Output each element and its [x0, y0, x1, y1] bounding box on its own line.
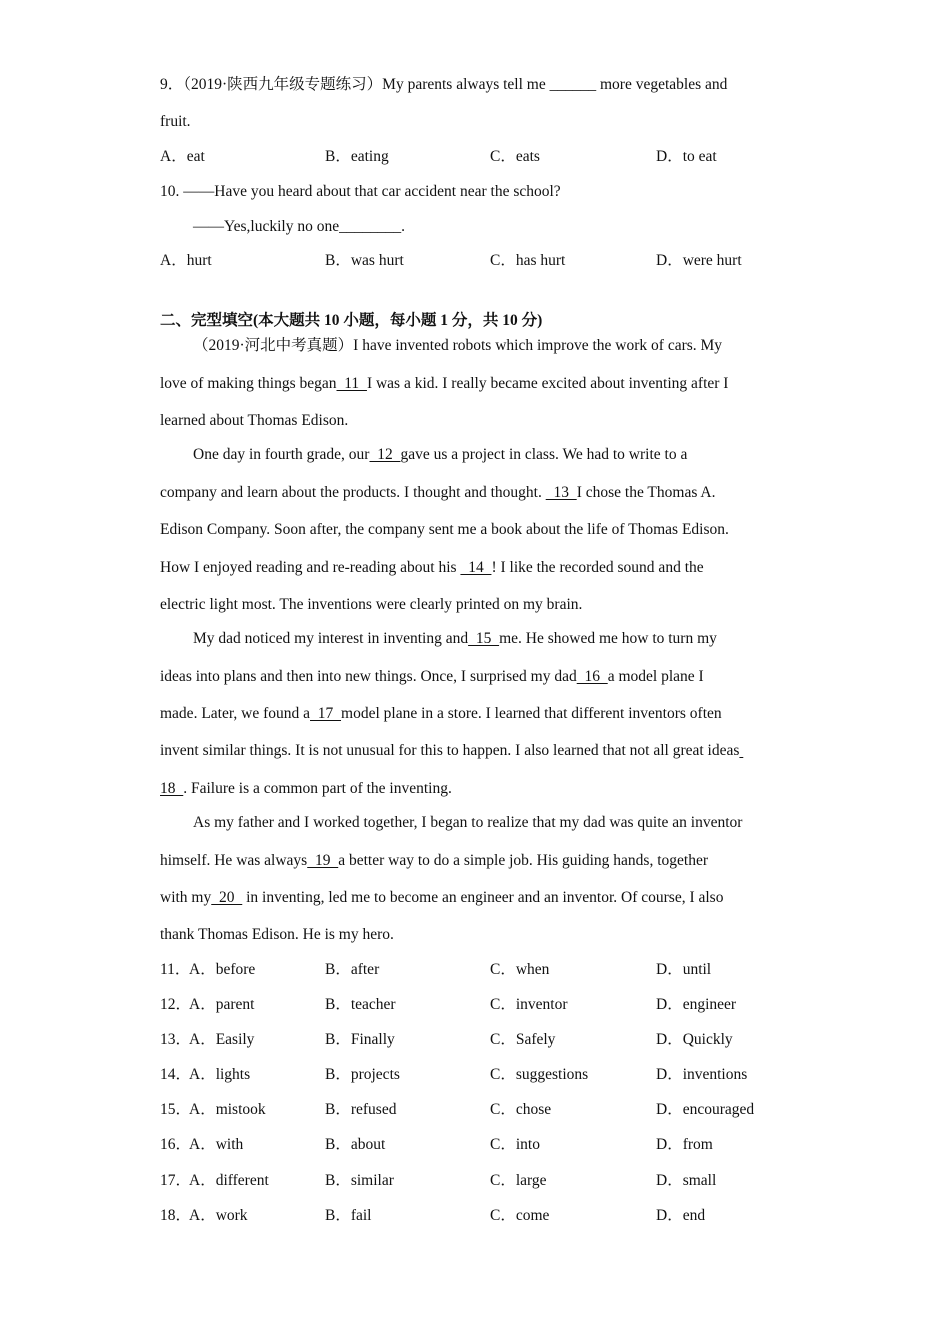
passage-line: [160, 741, 743, 761]
passage-line: [193, 629, 717, 649]
question-number: 14．: [160, 1066, 192, 1083]
question-number: 18．: [160, 1207, 192, 1224]
blank: 17: [310, 705, 342, 722]
passage-text: gave us a project in class. We had to write to a: [400, 446, 688, 463]
option-b: B．projects: [325, 1066, 400, 1083]
option-d: D．until: [656, 961, 712, 978]
q10-option-a: A．hurt: [160, 252, 212, 269]
blank: [739, 742, 743, 759]
passage-text: ! I like the recorded sound and the: [491, 559, 704, 576]
passage-text: made. Later, we found a: [160, 705, 311, 722]
option-b: B．about: [325, 1136, 386, 1153]
q9-option-c: C．eats: [490, 148, 540, 165]
passage-text: a model plane I: [607, 668, 704, 685]
passage-line: [160, 925, 394, 945]
q10-option-d: D．were hurt: [656, 252, 742, 269]
q9-option-b: B．eating: [325, 148, 389, 165]
question-number: 15．: [160, 1101, 192, 1118]
option-a: A．mistook: [189, 1101, 266, 1118]
blank: 13: [545, 484, 577, 501]
question-number: 16．: [160, 1136, 192, 1153]
passage-text: Edison Company. Soon after, the company sent me a book about the life of Thomas Edison.: [160, 521, 729, 538]
question-10-reply: ——Yes,luckily no one________.: [193, 218, 405, 235]
question-number: 12．: [160, 996, 192, 1013]
passage-text: thank Thomas Edison. He is my hero.: [160, 926, 394, 943]
passage-text: himself. He was always: [160, 852, 308, 869]
passage-line: [160, 595, 582, 615]
option-c: C．large: [490, 1172, 547, 1189]
option-d: D．small: [656, 1172, 717, 1189]
question-10-stem: 10. ——Have you heard about that car accident near the school?: [160, 183, 561, 200]
option-a: A．Easily: [189, 1031, 255, 1048]
passage-text: My dad noticed my interest in inventing and: [193, 630, 469, 647]
passage-line: [160, 374, 728, 394]
blank: 19: [307, 852, 339, 869]
option-c: C．chose: [490, 1101, 552, 1118]
passage-line: [193, 445, 687, 465]
passage-text: a better way to do a simple job. His guiding hands, together: [338, 852, 708, 869]
question-number: 11．: [160, 961, 191, 978]
option-d: D．end: [656, 1207, 706, 1224]
question-9-stem-cont: fruit.: [160, 113, 191, 130]
option-c: C．Safely: [490, 1031, 556, 1048]
passage-line: [160, 411, 348, 431]
option-b: B．fail: [325, 1207, 372, 1224]
passage-text: ideas into plans and then into new things. Once, I surprised my dad: [160, 668, 577, 685]
option-d: D．encouraged: [656, 1101, 755, 1118]
option-a: A．lights: [189, 1066, 251, 1083]
question-number: 17．: [160, 1172, 192, 1189]
passage-text: How I enjoyed reading and re-reading about his: [160, 559, 461, 576]
option-a: A．before: [189, 961, 256, 978]
option-d: D．Quickly: [656, 1031, 733, 1048]
passage-text: electric light most. The inventions were clearly printed on my brain.: [160, 596, 583, 613]
passage-line: [193, 336, 722, 356]
passage-line: [160, 483, 715, 503]
blank: 15: [468, 630, 500, 647]
option-b: B．similar: [325, 1172, 394, 1189]
passage-line: [160, 704, 722, 724]
passage-text: As my father and I worked together, I began to realize that my dad was quite an inventor: [193, 814, 743, 831]
option-b: B．refused: [325, 1101, 397, 1118]
option-d: D．engineer: [656, 996, 737, 1013]
blank: 16: [576, 668, 608, 685]
section-heading: 二、完型填空(本大题共 10 小题，每小题 1 分，共 10 分): [160, 312, 543, 329]
blank: 14: [460, 559, 492, 576]
blank: 11: [336, 375, 367, 392]
option-b: B．after: [325, 961, 380, 978]
q10-option-b: B．was hurt: [325, 252, 404, 269]
option-d: D．from: [656, 1136, 713, 1153]
passage-text: me. He showed me how to turn my: [499, 630, 717, 647]
passage-line: [160, 558, 704, 578]
passage-line: [160, 667, 704, 687]
option-c: C．when: [490, 961, 550, 978]
option-b: B．Finally: [325, 1031, 395, 1048]
passage-text: in inventing, led me to become an engineer and an inventor. Of course, I also: [242, 889, 724, 906]
passage-text: I was a kid. I really became excited about inventing after I: [366, 375, 729, 392]
option-d: D．inventions: [656, 1066, 748, 1083]
passage-text: love of making things began: [160, 375, 337, 392]
option-c: C．come: [490, 1207, 550, 1224]
passage-text: I chose the Thomas A.: [576, 484, 716, 501]
option-a: A．different: [189, 1172, 269, 1189]
passage-line: [160, 851, 708, 871]
passage-text: （2019·河北中考真题）I have invented robots which improve the work of cars. My: [193, 337, 723, 354]
passage-text: learned about Thomas Edison.: [160, 412, 349, 429]
passage-line: [193, 813, 742, 833]
passage-line: [160, 520, 729, 540]
passage-text: . Failure is a common part of the inventing.: [183, 780, 452, 797]
option-a: A．work: [189, 1207, 248, 1224]
option-a: A．with: [189, 1136, 244, 1153]
option-c: C．inventor: [490, 996, 568, 1013]
q10-option-c: C．has hurt: [490, 252, 566, 269]
option-c: C．into: [490, 1136, 540, 1153]
question-9-stem: 9．（2019·陕西九年级专题练习）My parents always tell me ______ more vegetables and: [160, 76, 728, 93]
q9-option-d: D．to eat: [656, 148, 717, 165]
passage-line: [160, 779, 452, 799]
blank: 20: [211, 889, 243, 906]
option-a: A．parent: [189, 996, 255, 1013]
option-c: C．suggestions: [490, 1066, 589, 1083]
option-b: B．teacher: [325, 996, 396, 1013]
question-number: 13．: [160, 1031, 192, 1048]
passage-text: model plane in a store. I learned that different inventors often: [341, 705, 722, 722]
passage-text: company and learn about the products. I thought and thought.: [160, 484, 546, 501]
passage-text: with my: [160, 889, 212, 906]
blank: 12: [369, 446, 401, 463]
passage-text: One day in fourth grade, our: [193, 446, 370, 463]
passage-line: [160, 888, 723, 908]
blank: 18: [160, 780, 184, 797]
q9-option-a: A．eat: [160, 148, 205, 165]
passage-text: invent similar things. It is not unusual for this to happen. I also learned that not all great ideas: [160, 742, 740, 759]
